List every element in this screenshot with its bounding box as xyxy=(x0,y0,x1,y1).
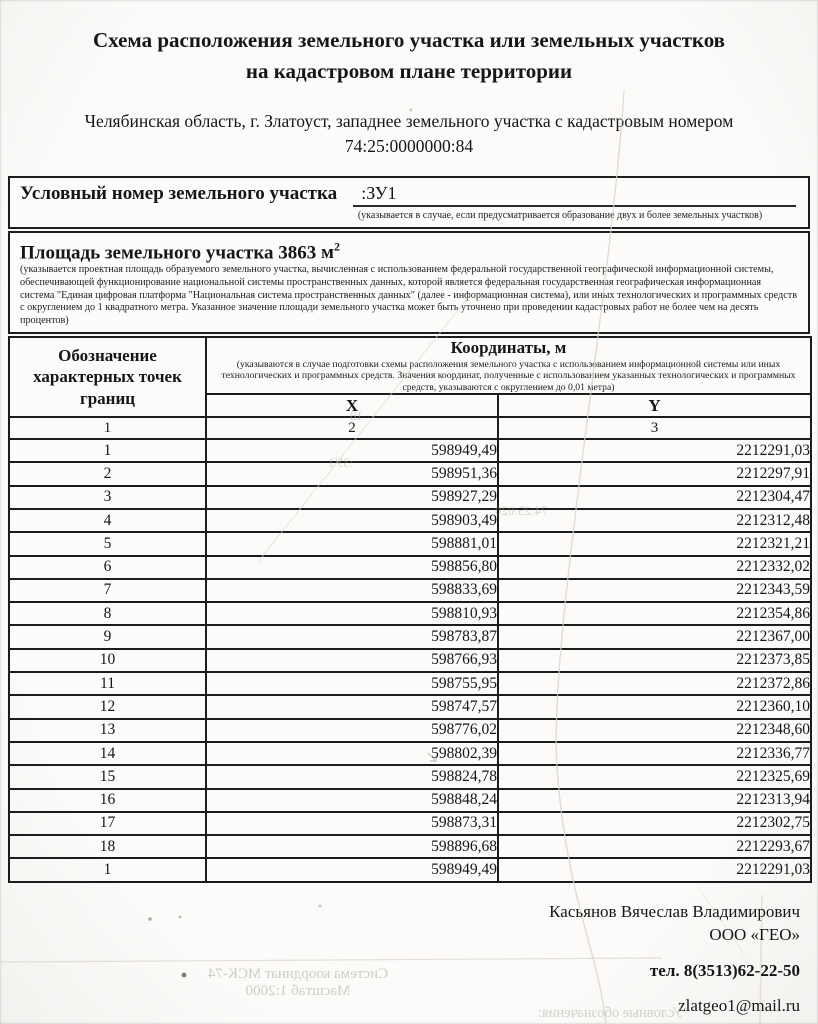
point-cell: 10 xyxy=(9,649,206,672)
conditional-number-value: :ЗУ1 xyxy=(353,183,796,207)
table-row xyxy=(9,812,811,835)
y-coordinate-cell: 2212302,75 xyxy=(498,812,811,835)
table-row xyxy=(9,672,811,695)
area-value: 3863 xyxy=(278,242,317,264)
x-coordinate-cell: 598873,31 xyxy=(206,812,498,835)
area-label: Площадь земельного участка xyxy=(20,242,274,264)
contact-name: Касьянов Вячеслав Владимирович xyxy=(549,902,800,921)
table-row xyxy=(9,835,811,858)
table-row xyxy=(9,719,811,742)
contact-phone: тел. 8(3513)62-22-50 xyxy=(649,961,800,980)
document-title xyxy=(0,0,818,87)
x-coordinate-cell: 598903,49 xyxy=(206,509,498,532)
y-coordinate-cell: 2212304,47 xyxy=(498,486,811,509)
conditional-number-label: Условный номер земельного участка xyxy=(20,183,338,204)
conditional-number-note: (указывается в случае, если предусматривается образование двух и более земельных участков) xyxy=(357,210,763,221)
table-row xyxy=(9,858,811,881)
point-cell: 1 xyxy=(9,858,206,881)
point-cell: 2 xyxy=(9,462,206,485)
location-line-1: Челябинская область, г. Златоуст, западнее земельного участка с кадастровым номером xyxy=(84,111,734,131)
y-coordinate-cell: 2212343,59 xyxy=(498,579,811,602)
table-row xyxy=(9,625,811,648)
x-coordinate-cell: 598949,49 xyxy=(206,439,498,462)
table-row xyxy=(9,579,811,602)
x-coordinate-cell: 598776,02 xyxy=(206,719,498,742)
x-coordinate-cell: 598896,68 xyxy=(206,835,498,858)
table-row xyxy=(9,602,811,625)
x-coordinate-cell: 598755,95 xyxy=(206,672,498,695)
y-coordinate-cell: 2212372,86 xyxy=(498,672,811,695)
points-column-header: Обозначение характерных точек границ xyxy=(9,337,206,417)
bleedthrough-cadastral-fragment: 74:25:020 xyxy=(495,503,548,518)
point-cell: 7 xyxy=(9,579,206,602)
x-coordinate-cell: 598747,57 xyxy=(206,695,498,718)
title-line-2: на кадастровом плане территории xyxy=(245,59,573,83)
coordinates-header-title: Координаты, м xyxy=(450,337,567,357)
table-row xyxy=(9,649,811,672)
y-coordinate-cell: 2212291,03 xyxy=(498,439,811,462)
point-cell: 17 xyxy=(9,812,206,835)
point-cell: 13 xyxy=(9,719,206,742)
point-cell: 6 xyxy=(9,556,206,579)
table-row xyxy=(9,486,811,509)
bleedthrough-zu-fragment: :ЗУ1 xyxy=(328,455,354,470)
contact-block xyxy=(549,901,800,1016)
point-cell: 18 xyxy=(9,835,206,858)
y-coordinate-cell: 2212373,85 xyxy=(498,649,811,672)
x-column-header: X xyxy=(206,394,498,417)
coordinates-column-header xyxy=(206,337,811,394)
column-number-1: 1 xyxy=(9,417,206,439)
table-row xyxy=(9,462,811,485)
conditional-number-section xyxy=(8,176,810,229)
table-row xyxy=(9,695,811,718)
location-text xyxy=(0,109,818,159)
point-cell: 4 xyxy=(9,509,206,532)
x-coordinate-cell: 598949,49 xyxy=(206,858,498,881)
point-cell: 3 xyxy=(9,486,206,509)
x-coordinate-cell: 598848,24 xyxy=(206,789,498,812)
y-coordinate-cell: 2212367,00 xyxy=(498,625,811,648)
y-coordinate-cell: 2212321,21 xyxy=(498,532,811,555)
x-coordinate-cell: 598833,69 xyxy=(206,579,498,602)
column-number-3: 3 xyxy=(498,417,811,439)
table-row xyxy=(9,532,811,555)
y-coordinate-cell: 2212291,03 xyxy=(498,858,811,881)
cadastral-number: 74:25:0000000:84 xyxy=(344,136,474,156)
x-coordinate-cell: 598783,87 xyxy=(206,625,498,648)
point-cell: 1 xyxy=(9,439,206,462)
y-coordinate-cell: 2212313,94 xyxy=(498,789,811,812)
y-coordinate-cell: 2212336,77 xyxy=(498,742,811,765)
y-coordinate-cell: 2212332,02 xyxy=(498,556,811,579)
y-coordinate-cell: 2212312,48 xyxy=(498,509,811,532)
area-section xyxy=(8,231,810,334)
x-coordinate-cell: 598951,36 xyxy=(206,462,498,485)
y-coordinate-cell: 2212293,67 xyxy=(498,835,811,858)
point-cell: 8 xyxy=(9,602,206,625)
y-coordinate-cell: 2212325,69 xyxy=(498,765,811,788)
table-row xyxy=(9,556,811,579)
contact-company: ООО «ГЕО» xyxy=(709,925,800,944)
y-coordinate-cell: 2212354,86 xyxy=(498,602,811,625)
contact-email: zlatgeo1@mail.ru xyxy=(678,996,800,1015)
x-coordinate-cell: 598766,93 xyxy=(206,649,498,672)
coords-table-body xyxy=(9,439,811,882)
point-cell: 14 xyxy=(9,742,206,765)
y-column-header: Y xyxy=(498,394,811,417)
point-cell: 16 xyxy=(9,789,206,812)
table-row xyxy=(9,742,811,765)
area-heading xyxy=(20,236,798,264)
point-cell: 15 xyxy=(9,765,206,788)
table-row xyxy=(9,509,811,532)
coordinates-table xyxy=(8,336,812,883)
column-numbers-row xyxy=(9,417,811,439)
title-line-1: Схема расположения земельного участка или земельных участков xyxy=(92,28,726,52)
y-coordinate-cell: 2212360,10 xyxy=(498,695,811,718)
x-coordinate-cell: 598881,01 xyxy=(206,532,498,555)
point-cell: 9 xyxy=(9,625,206,648)
x-coordinate-cell: 598856,80 xyxy=(206,556,498,579)
area-unit: $м^2$ xyxy=(321,240,340,264)
area-note: (указывается проектная площадь образуемого земельного участка, вычисленная с использованием федеральной государственной географической информационной системы, обеспечивающей функционирование национальной системы пространственных данных, которой является федеральная государственная географическая информационная система "Единая цифровая платформа "Национальная система пространственных данных" (далее - информационная система), или иных технологических и программных средств с округлением до 1 квадратного метра. Указанное значение площади земельного участка может быть уточнено при проведении кадастровых работ не более чем на десять процентов) xyxy=(20,264,797,327)
point-cell: 5 xyxy=(9,532,206,555)
y-coordinate-cell: 2212297,91 xyxy=(498,462,811,485)
x-coordinate-cell: 598810,93 xyxy=(206,602,498,625)
table-row xyxy=(9,789,811,812)
point-cell: 12 xyxy=(9,695,206,718)
bleedthrough-coordinate-system: Система координат МСК-74 Масштаб 1:2000 xyxy=(207,966,389,999)
table-row xyxy=(9,765,811,788)
bleedthrough-legend: Условные обозначения: xyxy=(538,1005,684,1021)
column-number-2: 2 xyxy=(206,417,498,439)
table-row xyxy=(9,439,811,462)
x-coordinate-cell: 598824,78 xyxy=(206,765,498,788)
y-coordinate-cell: 2212348,60 xyxy=(498,719,811,742)
x-coordinate-cell: 598927,29 xyxy=(206,486,498,509)
coordinates-header-note: (указываются в случае подготовки схемы расположения земельного участка с использованием информационной системы или иных технологических и программных средств. Значения координат, полученные с использованием указанных технологических и программных средств, указываются с округлением до 0,01 метра) xyxy=(221,358,796,393)
point-cell: 11 xyxy=(9,672,206,695)
x-coordinate-cell: 598802,39 xyxy=(206,742,498,765)
bleedthrough-number-fragment: 18 xyxy=(350,408,363,423)
